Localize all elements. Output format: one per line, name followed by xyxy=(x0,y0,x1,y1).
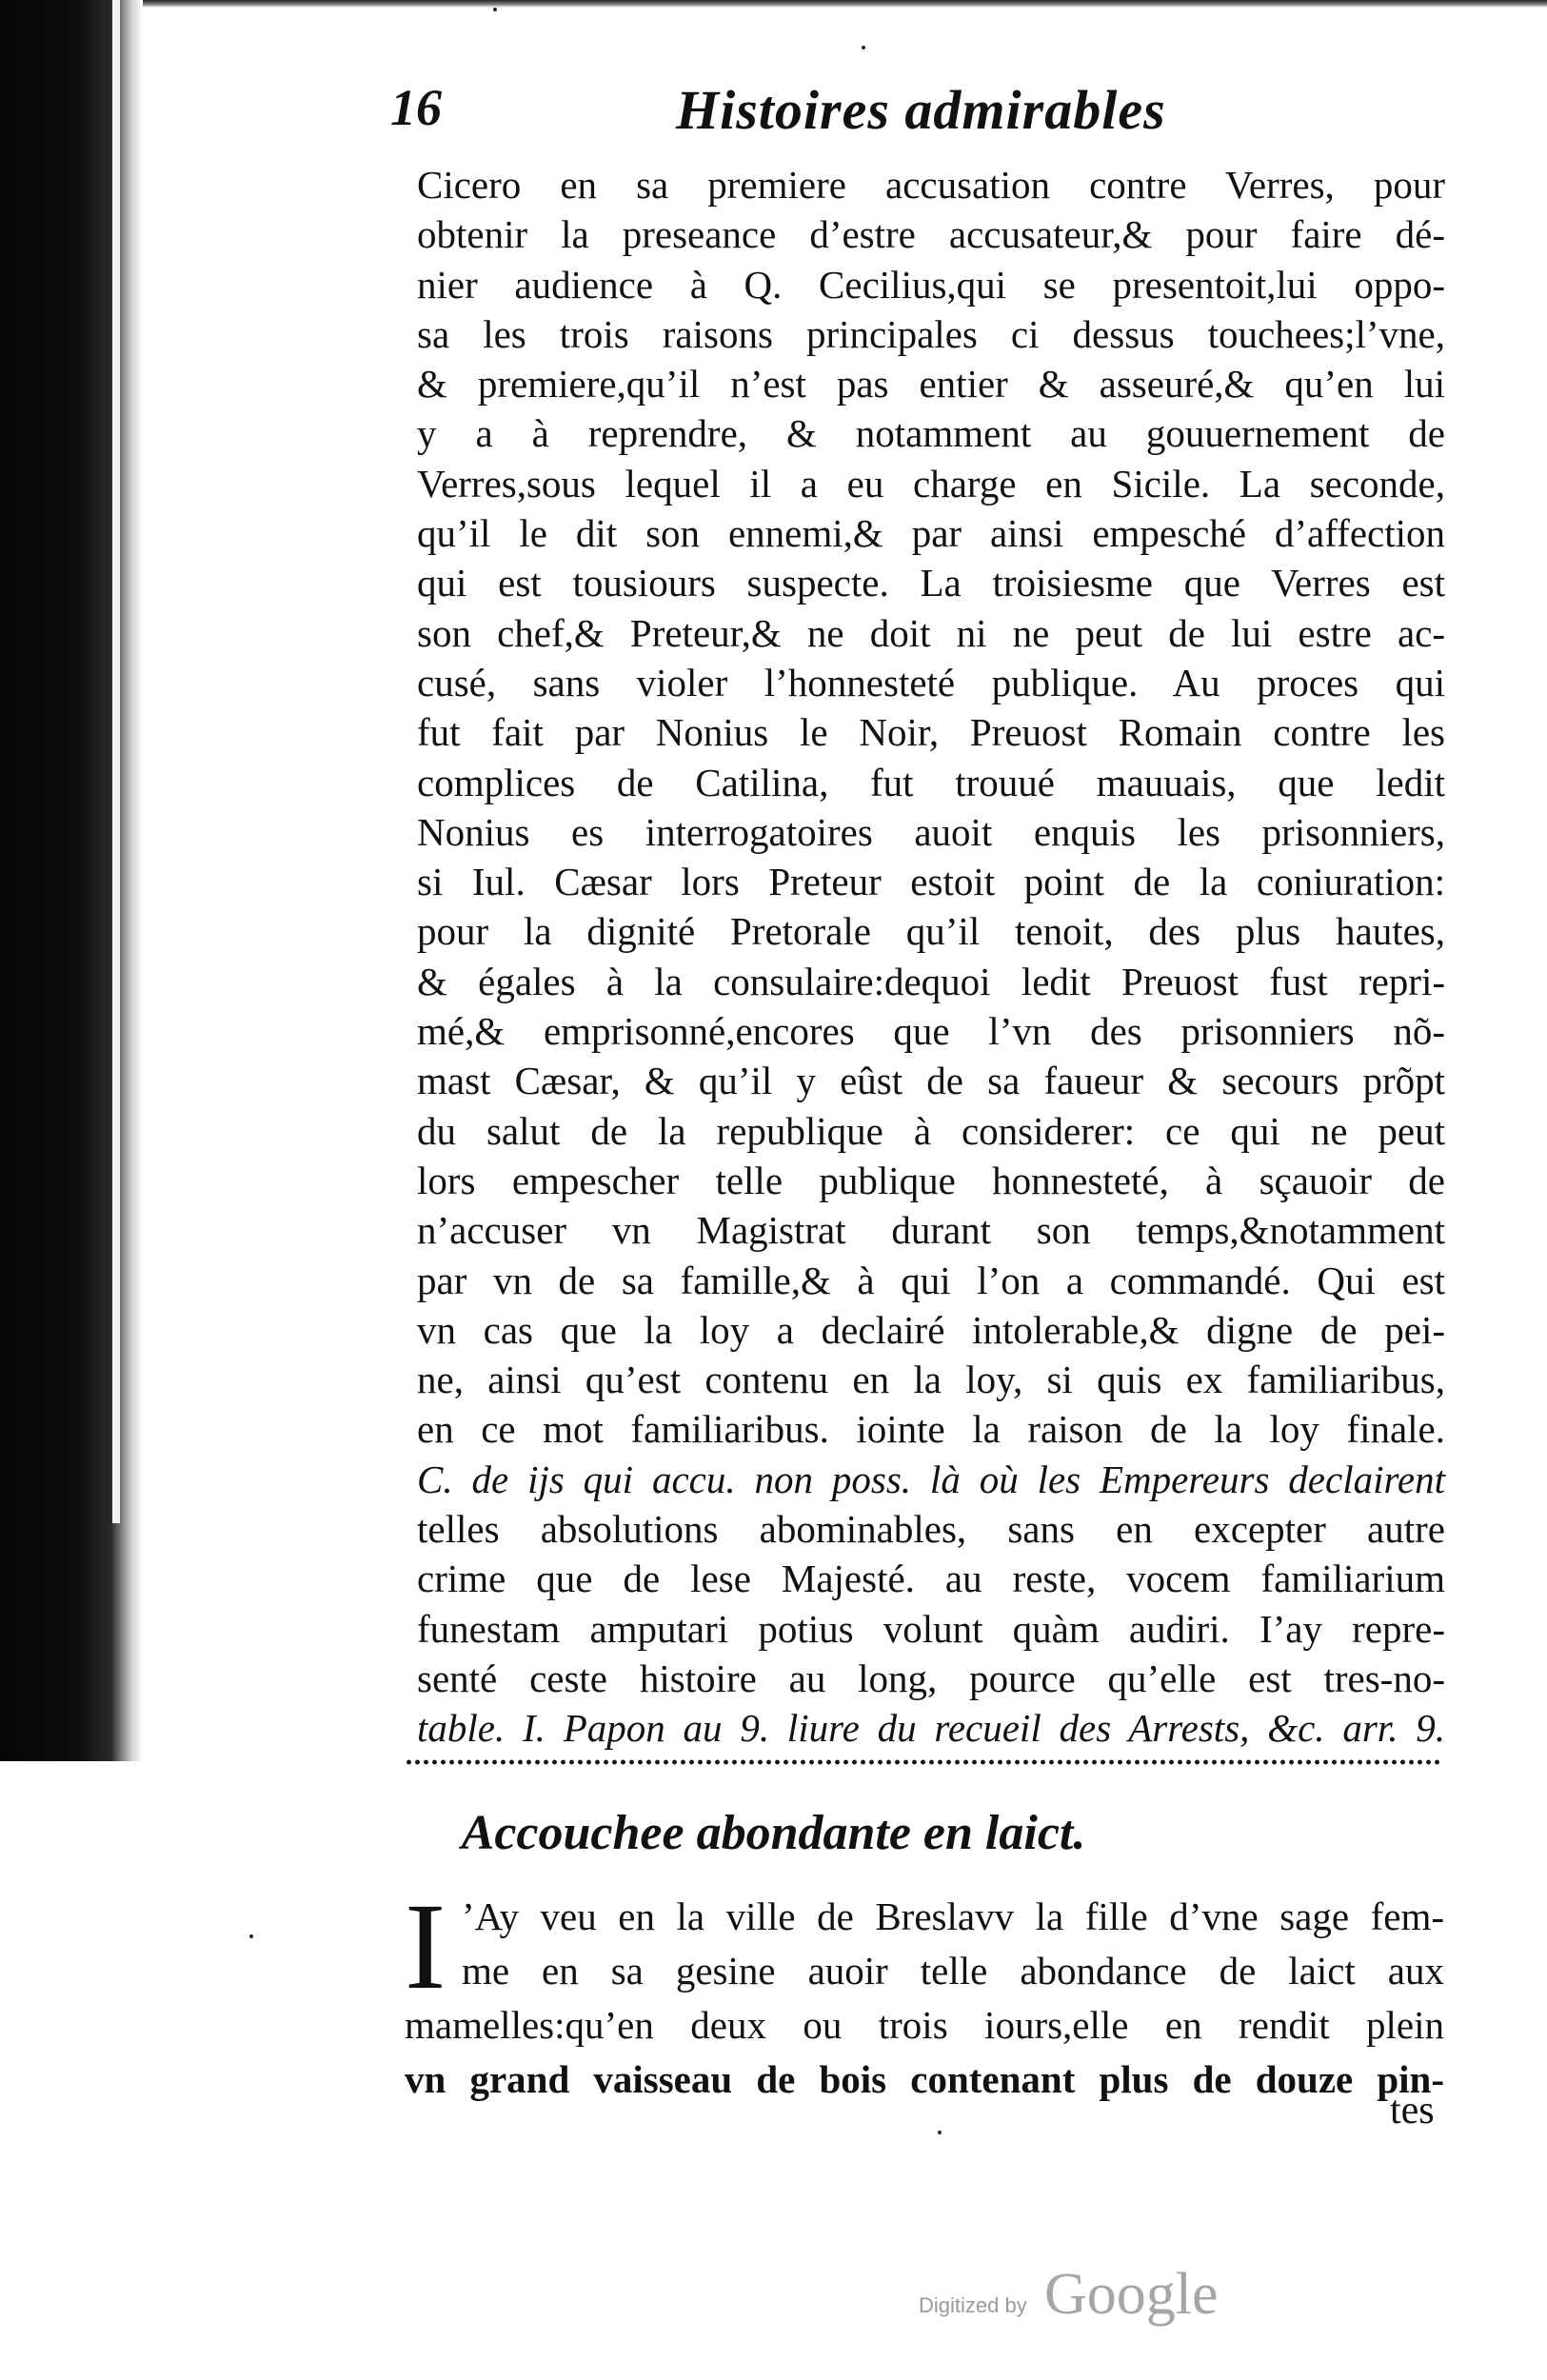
text-line: du salut de la republique à considerer: ce qui ne peut xyxy=(417,1108,1445,1153)
text-line: y a à reprendre, & notamment au gouuernement de xyxy=(417,411,1445,456)
text-line: complices de Catilina, fut trouué mauuais, que ledit xyxy=(417,760,1445,804)
text-line: fut fait par Nonius le Noir, Preuost Romain contre les xyxy=(417,710,1445,755)
catchword: tes xyxy=(1390,2089,1435,2132)
text-line: Nonius es interrogatoires auoit enquis les prisonniers, xyxy=(417,809,1445,854)
section-line: me en sa gesine auoir telle abondance de laict aux xyxy=(462,1949,1444,1993)
watermark-prefix: Digitized by xyxy=(919,2293,1027,2317)
drop-cap-letter: I xyxy=(405,1878,446,2015)
body-text xyxy=(417,160,1445,1754)
book-binding-shadow xyxy=(0,0,143,1761)
page-header xyxy=(390,78,1476,154)
section-line: mamelles:qu’en deux ou trois iours,elle en rendit plein xyxy=(405,2003,1444,2047)
section-line: vn grand vaisseau de bois contenant plus de douze pin- xyxy=(405,2057,1444,2101)
binding-edge-strip xyxy=(112,0,120,1523)
text-line: pour la dignité Pretorale qu’il tenoit, des plus hautes, xyxy=(417,909,1445,954)
page-number: 16 xyxy=(390,79,442,136)
text-line: funestam amputari potius volunt quàm audiri. I’ay repre- xyxy=(417,1606,1445,1651)
ink-speck xyxy=(249,1934,253,1938)
text-line: qu’il le dit son ennemi,& par ainsi empesché d’affection xyxy=(417,511,1445,556)
text-line: son chef,& Preteur,& ne doit ni ne peut de lui estre ac- xyxy=(417,610,1445,655)
dotted-separator-rule xyxy=(405,1757,1442,1767)
section-title: Accouchee abondante en laict. xyxy=(461,1806,1086,1860)
text-line: sa les trois raisons principales ci dessus touchees;l’vne, xyxy=(417,311,1445,356)
text-line: obtenir la preseance d’estre accusateur,& pour faire dé- xyxy=(417,212,1445,257)
text-line: lors empescher telle publique honnesteté, à sçauoir de xyxy=(417,1158,1445,1202)
page-top-edge xyxy=(143,0,1547,8)
text-line: qui est tousiours suspecte. La troisiesme que Verres est xyxy=(417,561,1445,605)
text-line: mast Cæsar, & qu’il y eûst de sa faueur & secours prõpt xyxy=(417,1059,1445,1103)
text-line: senté ceste histoire au long, pource qu’elle est tres-no- xyxy=(417,1656,1445,1700)
text-line: par vn de sa famille,& à qui l’on a commandé. Qui est xyxy=(417,1258,1445,1302)
text-line: & premiere,qu’il n’est pas entier & asseuré,& qu’en lui xyxy=(417,362,1445,407)
text-line: si Iul. Cæsar lors Preteur estoit point de la coniuration: xyxy=(417,860,1445,904)
text-line: nier audience à Q. Cecilius,qui se presentoit,lui oppo- xyxy=(417,262,1445,307)
google-logo-text: Google xyxy=(1044,2262,1219,2327)
text-line-citation: C. de ijs qui accu. non poss. là où les Empereurs declairent xyxy=(417,1457,1445,1501)
text-line: vn cas que la loy a declairé intolerable,& digne de pei- xyxy=(417,1307,1445,1352)
text-line-reference: table. I. Papon au 9. liure du recueil des Arrests, &c. arr. 9. xyxy=(417,1706,1445,1751)
text-line: en ce mot familiaribus. iointe la raison de la loy finale. xyxy=(417,1407,1445,1452)
ink-speck xyxy=(493,8,497,11)
ink-speck xyxy=(938,2131,942,2134)
google-watermark xyxy=(919,2261,1261,2337)
text-line: n’accuser vn Magistrat durant son temps,&notamment xyxy=(417,1208,1445,1253)
text-line: telles absolutions abominables, sans en excepter autre xyxy=(417,1507,1445,1552)
text-line: cusé, sans violer l’honnesteté publique. Au proces qui xyxy=(417,660,1445,704)
text-line: ne, ainsi qu’est contenu en la loy, si quis ex familiaribus, xyxy=(417,1358,1445,1402)
ink-speck xyxy=(862,46,865,50)
running-title: Histoires admirables xyxy=(676,79,1166,141)
section-line: ’Ay veu en la ville de Breslavv la fille d’vne sage fem- xyxy=(462,1894,1444,1938)
text-line: Cicero en sa premiere accusation contre Verres, pour xyxy=(417,163,1445,207)
text-line: mé,& emprisonné,encores que l’vn des prisonniers nõ- xyxy=(417,1009,1445,1054)
text-line: crime que de lese Majesté. au reste, vocem familiarium xyxy=(417,1557,1445,1601)
text-line: Verres,sous lequel il a eu charge en Sicile. La seconde, xyxy=(417,461,1445,506)
text-line: & égales à la consulaire:dequoi ledit Preuost fust repri- xyxy=(417,959,1445,1003)
section-body xyxy=(405,1878,1444,2107)
